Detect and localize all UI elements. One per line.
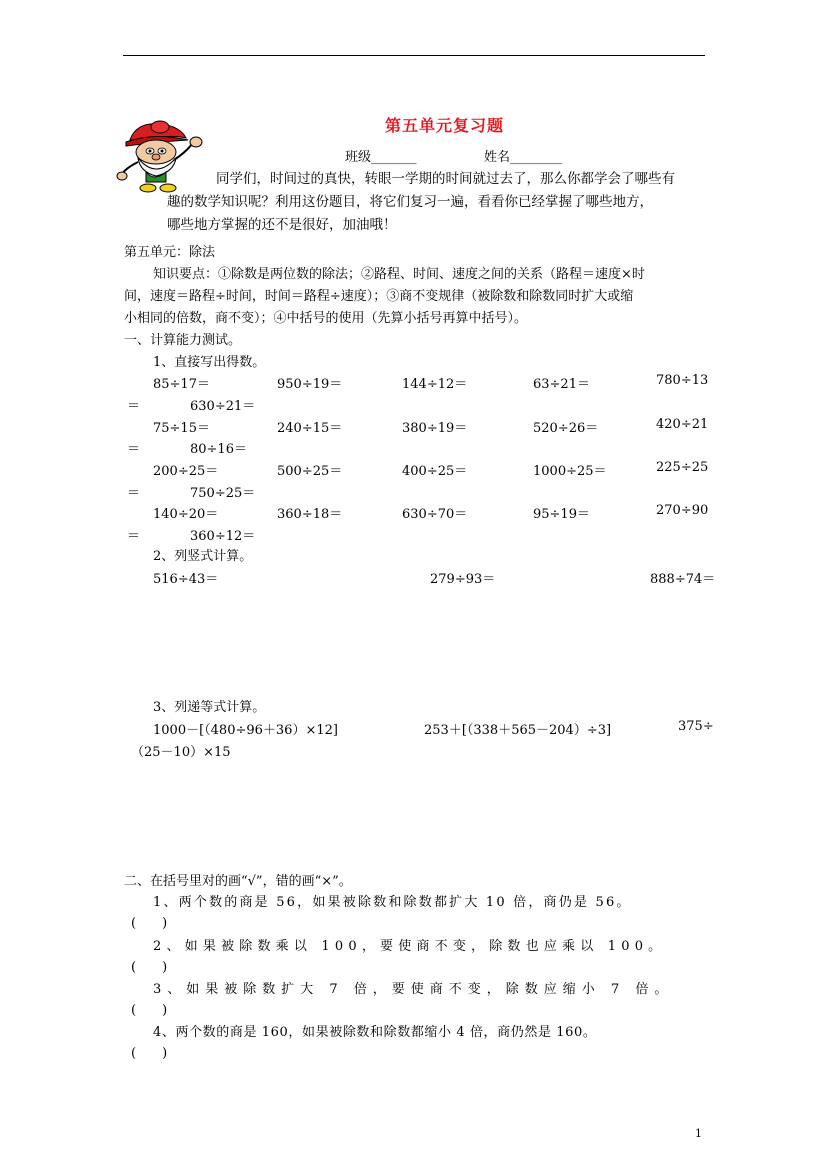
calc-item: 630÷21＝	[190, 399, 256, 414]
intro-line-2: 趣的数学知识呢？利用这份题目，将它们复习一遍，看看你已经掌握了哪些地方，	[167, 194, 653, 210]
calc-item: 780÷13	[656, 373, 709, 388]
calc-item: 140÷20＝	[153, 507, 219, 522]
calc-item: 95÷19＝	[533, 507, 590, 522]
calc-item-wrap: ＝	[127, 529, 141, 544]
answer-paren[interactable]: ( )	[131, 1046, 168, 1061]
calc-item: 240÷15＝	[277, 421, 343, 436]
true-false-item	[133, 891, 693, 910]
class-label: 班级_______	[345, 150, 417, 165]
calc-item-wrap: ＝	[127, 399, 141, 414]
step-calc-item: 375÷	[678, 719, 714, 734]
calc-item-wrap: ＝	[127, 486, 141, 501]
section2-title: 二、在括号里对的画“√”，错的画“×”。	[124, 874, 352, 889]
answer-paren[interactable]: ( )	[131, 1003, 168, 1018]
calc-item: 80÷16＝	[190, 442, 247, 457]
key-points-line-1: 知识要点：①除数是两位数的除法；②路程、时间、速度之间的关系（路程＝速度×时	[153, 267, 645, 282]
calc-item: 520÷26＝	[533, 421, 599, 436]
intro-line-3: 哪些地方掌握的还不是很好，加油哦！	[167, 217, 397, 233]
step-calc-item-wrap: （25－10）×15	[131, 745, 231, 760]
step-calc-item: 1000－[（480÷96＋36）×12]	[153, 723, 338, 738]
true-false-text: 3、如果被除数扩大 7 倍，要使商不变，除数应缩小 7 倍。	[153, 982, 674, 997]
calc-item: 270÷90	[656, 503, 709, 518]
name-label: 姓名________	[484, 150, 563, 165]
true-false-text: 1、两个数的商是 56，如果被除数和除数都扩大 10 倍，商仍是 56。	[153, 895, 632, 910]
gnome-mascot-illustration	[116, 118, 212, 196]
true-false-item	[133, 1021, 693, 1040]
calc-item: 225÷25	[656, 460, 709, 475]
intro-line-1: 同学们，时间过的真快，转眼一学期的时间就过去了，那么你都学会了哪些有	[216, 171, 675, 187]
calc-item: 360÷12＝	[190, 529, 256, 544]
q2-title: 2、列竖式计算。	[153, 549, 253, 564]
step-calc-item: 253＋[（338＋565－204）÷3]	[424, 723, 612, 738]
calc-item: 200÷25＝	[153, 464, 219, 479]
page-number: 1	[695, 1127, 702, 1140]
calc-item: 85÷17＝	[153, 377, 210, 392]
vertical-calc-item: 279÷93＝	[430, 572, 496, 587]
calc-item: 400÷25＝	[402, 464, 468, 479]
answer-paren[interactable]: ( )	[131, 960, 168, 975]
calc-item: 144÷12＝	[402, 377, 468, 392]
key-points-line-2: 间，速度＝路程÷时间，时间＝路程÷速度）；③商不变规律（被除数和除数同时扩大或缩	[124, 289, 634, 304]
calc-item: 1000÷25＝	[533, 464, 607, 479]
true-false-text: 2、如果被除数乘以 100，要使商不变，除数也应乘以 100。	[153, 939, 667, 954]
unit-heading: 第五单元：除法	[124, 245, 216, 260]
calc-item: 75÷15＝	[153, 421, 210, 436]
vertical-calc-item: 888÷74＝	[650, 572, 716, 587]
calc-item: 750÷25＝	[190, 486, 256, 501]
calc-item-wrap: ＝	[127, 442, 141, 457]
calc-item: 950÷19＝	[277, 377, 343, 392]
page-title: 第五单元复习题	[385, 116, 505, 135]
section1-title: 一、计算能力测试。	[124, 333, 242, 348]
q1-title: 1、直接写出得数。	[153, 355, 266, 370]
calc-item: 420÷21	[656, 417, 709, 432]
true-false-text: 4、两个数的商是 160，如果被除数和除数都缩小 4 倍，商仍然是 160。	[153, 1025, 597, 1040]
calc-item: 500÷25＝	[277, 464, 343, 479]
true-false-item	[133, 935, 693, 954]
header-rule	[123, 55, 705, 56]
q3-title: 3、列递等式计算。	[153, 700, 266, 715]
answer-paren[interactable]: ( )	[131, 916, 168, 931]
calc-item: 630÷70＝	[402, 507, 468, 522]
calc-item: 63÷21＝	[533, 377, 590, 392]
key-points-line-3: 小相同的倍数，商不变）；④中括号的使用（先算小括号再算中括号）。	[124, 311, 528, 326]
vertical-calc-item: 516÷43＝	[153, 572, 219, 587]
calc-item: 380÷19＝	[402, 421, 468, 436]
calc-item: 360÷18＝	[277, 507, 343, 522]
true-false-item	[133, 978, 693, 997]
